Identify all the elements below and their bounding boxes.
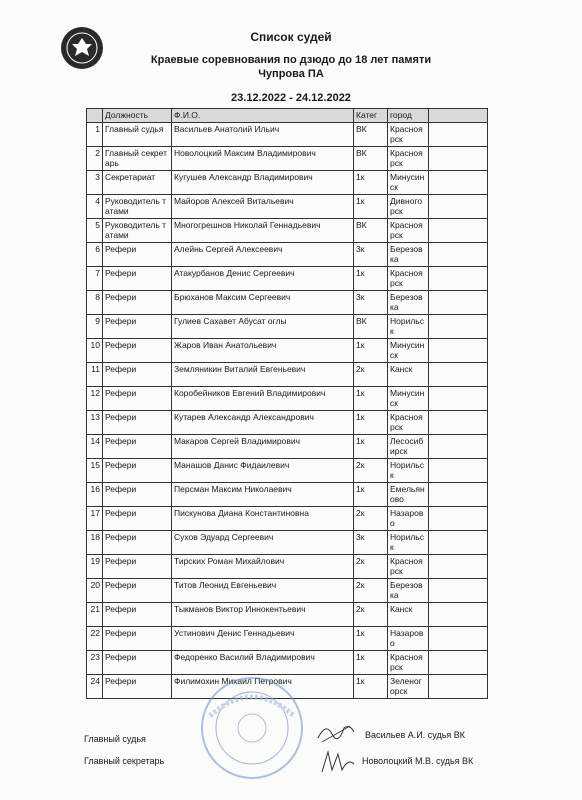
table-row [87,195,488,219]
row-name: Сухов Эдуард Сергеевич [172,531,354,555]
table-row [87,411,488,435]
row-name: Алейнь Сергей Алексеевич [172,243,354,267]
row-extra [429,507,488,531]
row-city: Красноярск [388,147,429,171]
table-row [87,219,488,243]
row-position: Рефери [103,267,172,291]
row-city: Красноярск [388,219,429,243]
row-name: Кугушев Александр Владимирович [172,171,354,195]
event-title [0,53,582,81]
row-category: 3к [354,531,388,555]
row-category: 1к [354,483,388,507]
row-city: Минусинск [388,339,429,363]
table-row [87,387,488,411]
row-extra [429,531,488,555]
row-name: Многогрешнов Николай Геннадьевич [172,219,354,243]
row-city: Минусинск [388,387,429,411]
table-row [87,603,488,627]
row-position: Рефери [103,579,172,603]
row-position: Рефери [103,627,172,651]
row-extra [429,363,488,387]
row-name: Земляникин Виталий Евгеньевич [172,363,354,387]
row-number: 23 [87,651,103,675]
row-name: Манашов Данис Фидаилевич [172,459,354,483]
row-category: 1к [354,675,388,699]
row-city: Назарово [388,627,429,651]
row-category: ВК [354,123,388,147]
table-row [87,531,488,555]
row-position: Рефери [103,411,172,435]
row-city: Березовка [388,579,429,603]
row-name: Коробейников Евгений Владимирович [172,387,354,411]
row-position: Рефери [103,555,172,579]
row-city: Березовка [388,291,429,315]
row-name: Тыкманов Виктор Иннокентьевич [172,603,354,627]
row-number: 8 [87,291,103,315]
row-number: 11 [87,363,103,387]
row-number: 16 [87,483,103,507]
row-name: Брюханов Максим Сергеевич [172,291,354,315]
table-row [87,147,488,171]
row-extra [429,411,488,435]
row-name: Гулиев Сахавет Абусат оглы [172,315,354,339]
column-header-city: город [388,109,429,123]
row-city: Красноярск [388,123,429,147]
official-stamp-icon [200,676,304,780]
row-category: 1к [354,171,388,195]
column-header-name: Ф.И.О. [172,109,354,123]
table-row [87,123,488,147]
row-number: 20 [87,579,103,603]
column-header-category: Катег [354,109,388,123]
row-name: Кутарев Александр Александрович [172,411,354,435]
row-extra [429,627,488,651]
row-extra [429,555,488,579]
row-number: 19 [87,555,103,579]
row-category: 1к [354,339,388,363]
row-category: 1к [354,267,388,291]
row-number: 17 [87,507,103,531]
row-city: Зеленогорск [388,675,429,699]
row-extra [429,387,488,411]
row-category: 2к [354,555,388,579]
row-number: 12 [87,387,103,411]
row-category: 2к [354,363,388,387]
chief-secretary-signature-text: Новолоцкий М.В. судья ВК [362,756,474,766]
row-name: Майоров Алексей Витальевич [172,195,354,219]
row-number: 10 [87,339,103,363]
row-city: Березовка [388,243,429,267]
event-dates: 23.12.2022 - 24.12.2022 [231,92,351,104]
judges-table [86,108,488,699]
row-category: ВК [354,219,388,243]
row-extra [429,459,488,483]
row-city: Емельяново [388,483,429,507]
row-position: Главный секретарь [103,147,172,171]
page-title: Список судей [250,30,332,44]
table-row [87,579,488,603]
row-category: 1к [354,387,388,411]
row-name: Новолоцкий Максим Владимирович [172,147,354,171]
row-extra [429,483,488,507]
row-city: Минусинск [388,171,429,195]
row-position: Руководитель татами [103,219,172,243]
row-number: 6 [87,243,103,267]
table-row [87,171,488,195]
row-category: 3к [354,243,388,267]
row-category: 2к [354,603,388,627]
row-position: Руководитель татами [103,195,172,219]
row-category: ВК [354,315,388,339]
table-row [87,291,488,315]
table-row [87,627,488,651]
row-number: 15 [87,459,103,483]
row-position: Главный судья [103,123,172,147]
column-header-extra [429,109,488,123]
row-category: 3к [354,291,388,315]
table-row [87,267,488,291]
row-position: Секретариат [103,171,172,195]
row-position: Рефери [103,435,172,459]
event-title-line1: Краевые соревнования по дзюдо до 18 лет памяти [150,54,432,66]
row-category: 1к [354,651,388,675]
row-category: 1к [354,195,388,219]
chief-judge-signature-icon [316,720,356,744]
row-number: 14 [87,435,103,459]
row-name: Персман Максим Николаевич [172,483,354,507]
row-extra [429,171,488,195]
row-position: Рефери [103,483,172,507]
row-city: Назарово [388,507,429,531]
row-extra [429,219,488,243]
chief-judge-signature-text: Васильев А.И. судья ВК [365,730,465,740]
row-city: Канск [388,363,429,387]
table-row [87,507,488,531]
row-position: Рефери [103,531,172,555]
row-category: 2к [354,507,388,531]
row-number: 2 [87,147,103,171]
row-name: Васильев Анатолий Ильич [172,123,354,147]
row-name: Федоренко Василий Владимирович [172,651,354,675]
chief-secretary-signature-icon [318,748,358,776]
row-extra [429,123,488,147]
table-body [87,123,488,699]
row-number: 22 [87,627,103,651]
row-position: Рефери [103,315,172,339]
row-number: 3 [87,171,103,195]
chief-judge-label: Главный судья [84,734,146,744]
row-number: 13 [87,411,103,435]
row-extra [429,291,488,315]
row-number: 5 [87,219,103,243]
event-title-line2: Чупрова ПА [258,68,324,80]
row-number: 7 [87,267,103,291]
row-city: Канск [388,603,429,627]
row-position: Рефери [103,243,172,267]
table-row [87,243,488,267]
row-extra [429,603,488,627]
table-row [87,435,488,459]
table-header-row [87,109,488,123]
table-row [87,315,488,339]
row-extra [429,675,488,699]
table-row [87,651,488,675]
row-name: Титов Леонид Евгеньевич [172,579,354,603]
row-number: 9 [87,315,103,339]
table-row [87,459,488,483]
row-extra [429,267,488,291]
row-category: ВК [354,147,388,171]
row-category: 2к [354,459,388,483]
column-header-position: Должность [103,109,172,123]
row-city: Красноярск [388,267,429,291]
row-city: Красноярск [388,651,429,675]
column-header-number [87,109,103,123]
table-row [87,483,488,507]
row-extra [429,651,488,675]
row-position: Рефери [103,363,172,387]
table-row [87,339,488,363]
row-extra [429,147,488,171]
row-name: Устинович Денис Геннадьевич [172,627,354,651]
table-row [87,363,488,387]
row-name: Филимохин Михаил Петрович [172,675,354,699]
row-position: Рефери [103,675,172,699]
row-category: 2к [354,579,388,603]
table-row [87,555,488,579]
row-position: Рефери [103,291,172,315]
row-city: Норильск [388,315,429,339]
row-number: 18 [87,531,103,555]
row-extra [429,243,488,267]
row-extra [429,435,488,459]
row-city: Норильск [388,459,429,483]
row-position: Рефери [103,387,172,411]
row-city: Норильск [388,531,429,555]
row-city: Лесосибирск [388,435,429,459]
row-city: Дивногорск [388,195,429,219]
row-position: Рефери [103,603,172,627]
row-position: Рефери [103,651,172,675]
row-number: 4 [87,195,103,219]
row-extra [429,339,488,363]
row-position: Рефери [103,459,172,483]
row-extra [429,315,488,339]
chief-secretary-label: Главный секретарь [84,756,165,766]
row-name: Макаров Сергей Владимирович [172,435,354,459]
row-city: Красноярск [388,555,429,579]
row-category: 1к [354,627,388,651]
row-position: Рефери [103,507,172,531]
row-number: 1 [87,123,103,147]
row-position: Рефери [103,339,172,363]
row-name: Пискунова Диана Константиновна [172,507,354,531]
row-name: Атакурбанов Денис Сергеевич [172,267,354,291]
row-number: 21 [87,603,103,627]
row-category: 1к [354,435,388,459]
row-extra [429,195,488,219]
row-number: 24 [87,675,103,699]
row-extra [429,579,488,603]
row-city: Красноярск [388,411,429,435]
row-category: 1к [354,411,388,435]
row-name: Жаров Иван Анатольевич [172,339,354,363]
row-name: Тирских Роман Михайлович [172,555,354,579]
